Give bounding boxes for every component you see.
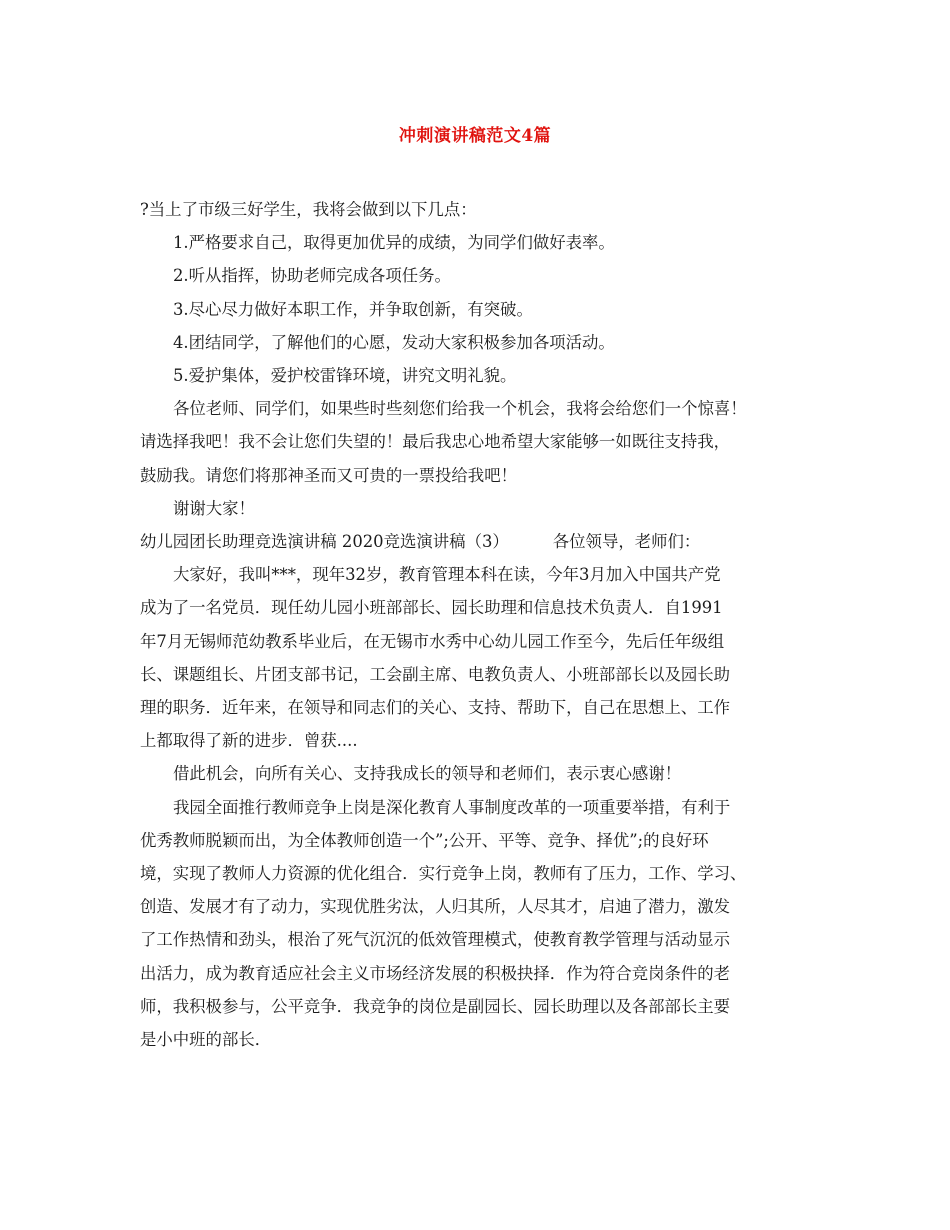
paragraph-line: 年7月无锡师范幼教系毕业后，在无锡市水秀中心幼儿园工作至今，先后任年级组 xyxy=(140,631,725,651)
paragraph-line: 上都取得了新的进步．曾获.... xyxy=(140,731,358,751)
salutation: 各位领导，老师们： xyxy=(552,532,701,552)
paragraph-line: 鼓励我。请您们将那神圣而又可贵的一票投给我吧！ xyxy=(140,465,517,485)
paragraph-line: 是小中班的部长． xyxy=(140,1030,272,1050)
paragraph-line: 出活力，成为教育适应社会主义市场经济发展的积极抉择．作为符合竞岗条件的老 xyxy=(140,963,731,983)
paragraph-line: 谢谢大家！ xyxy=(173,498,255,518)
list-item: 3.尽心尽力做好本职工作，并争取创新，有突破。 xyxy=(173,299,533,319)
paragraph-line: 师，我积极参与，公平竞争．我竞争的岗位是副园长、园长助理以及各部部长主要 xyxy=(140,996,731,1016)
section-heading: 幼儿园团长助理竞选演讲稿 2020竞选演讲稿（3） xyxy=(140,532,509,552)
paragraph-line: 创造、发展才有了动力，实现优胜劣汰，人归其所，人尽其才，启迪了潜力，激发 xyxy=(140,897,731,917)
paragraph-line: 各位老师、同学们，如果些时些刻您们给我一个机会，我将会给您们一个惊喜！ xyxy=(173,399,747,419)
paragraph-line: 我园全面推行教师竞争上岗是深化教育人事制度改革的一项重要举措，有利于 xyxy=(173,797,731,817)
paragraph-line: 了工作热情和劲头，根治了死气沉沉的低效管理模式，使教育教学管理与活动显示 xyxy=(140,930,731,950)
paragraph-line: 成为了一名党员．现任幼儿园小班部部长、园长助理和信息技术负责人．自1991 xyxy=(140,598,723,618)
paragraph-line: 境，实现了教师人力资源的优化组合．实行竞争上岗，教师有了压力，工作、学习、 xyxy=(140,864,747,884)
paragraph-line: 借此机会，向所有关心、支持我成长的领导和老师们，表示衷心感谢！ xyxy=(173,764,682,784)
list-item: 5.爱护集体，爱护校雷锋环境，讲究文明礼貌。 xyxy=(173,366,517,386)
document-body xyxy=(140,193,828,1056)
document-title: 冲刺演讲稿范文4篇 xyxy=(398,126,552,146)
paragraph-line: 请选择我吧！我不会让您们失望的！最后我忠心地希望大家能够一如既往支持我， xyxy=(140,432,731,452)
paragraph-line: 理的职务．近年来，在领导和同志们的关心、支持、帮助下，自己在思想上、工作 xyxy=(140,698,731,718)
paragraph-line: 大家好，我叫***，现年32岁，教育管理本科在读，今年3月加入中国共产党 xyxy=(173,565,721,585)
list-item: 2.听从指挥，协助老师完成各项任务。 xyxy=(173,266,451,286)
paragraph-line: 优秀教师脱颖而出，为全体教师创造一个”;公开、平等、竞争、择优”;的良好环 xyxy=(140,830,709,850)
section-heading-line xyxy=(140,525,828,558)
list-item: 4.团结同学，了解他们的心愿，发动大家积极参加各项活动。 xyxy=(173,332,615,352)
paragraph-line: ?当上了市级三好学生，我将会做到以下几点： xyxy=(140,200,477,219)
list-item: 1.严格要求自己，取得更加优异的成绩，为同学们做好表率。 xyxy=(173,233,615,253)
paragraph-line: 长、课题组长、片团支部书记，工会副主席、电教负责人、小班部部长以及园长助 xyxy=(140,664,731,684)
